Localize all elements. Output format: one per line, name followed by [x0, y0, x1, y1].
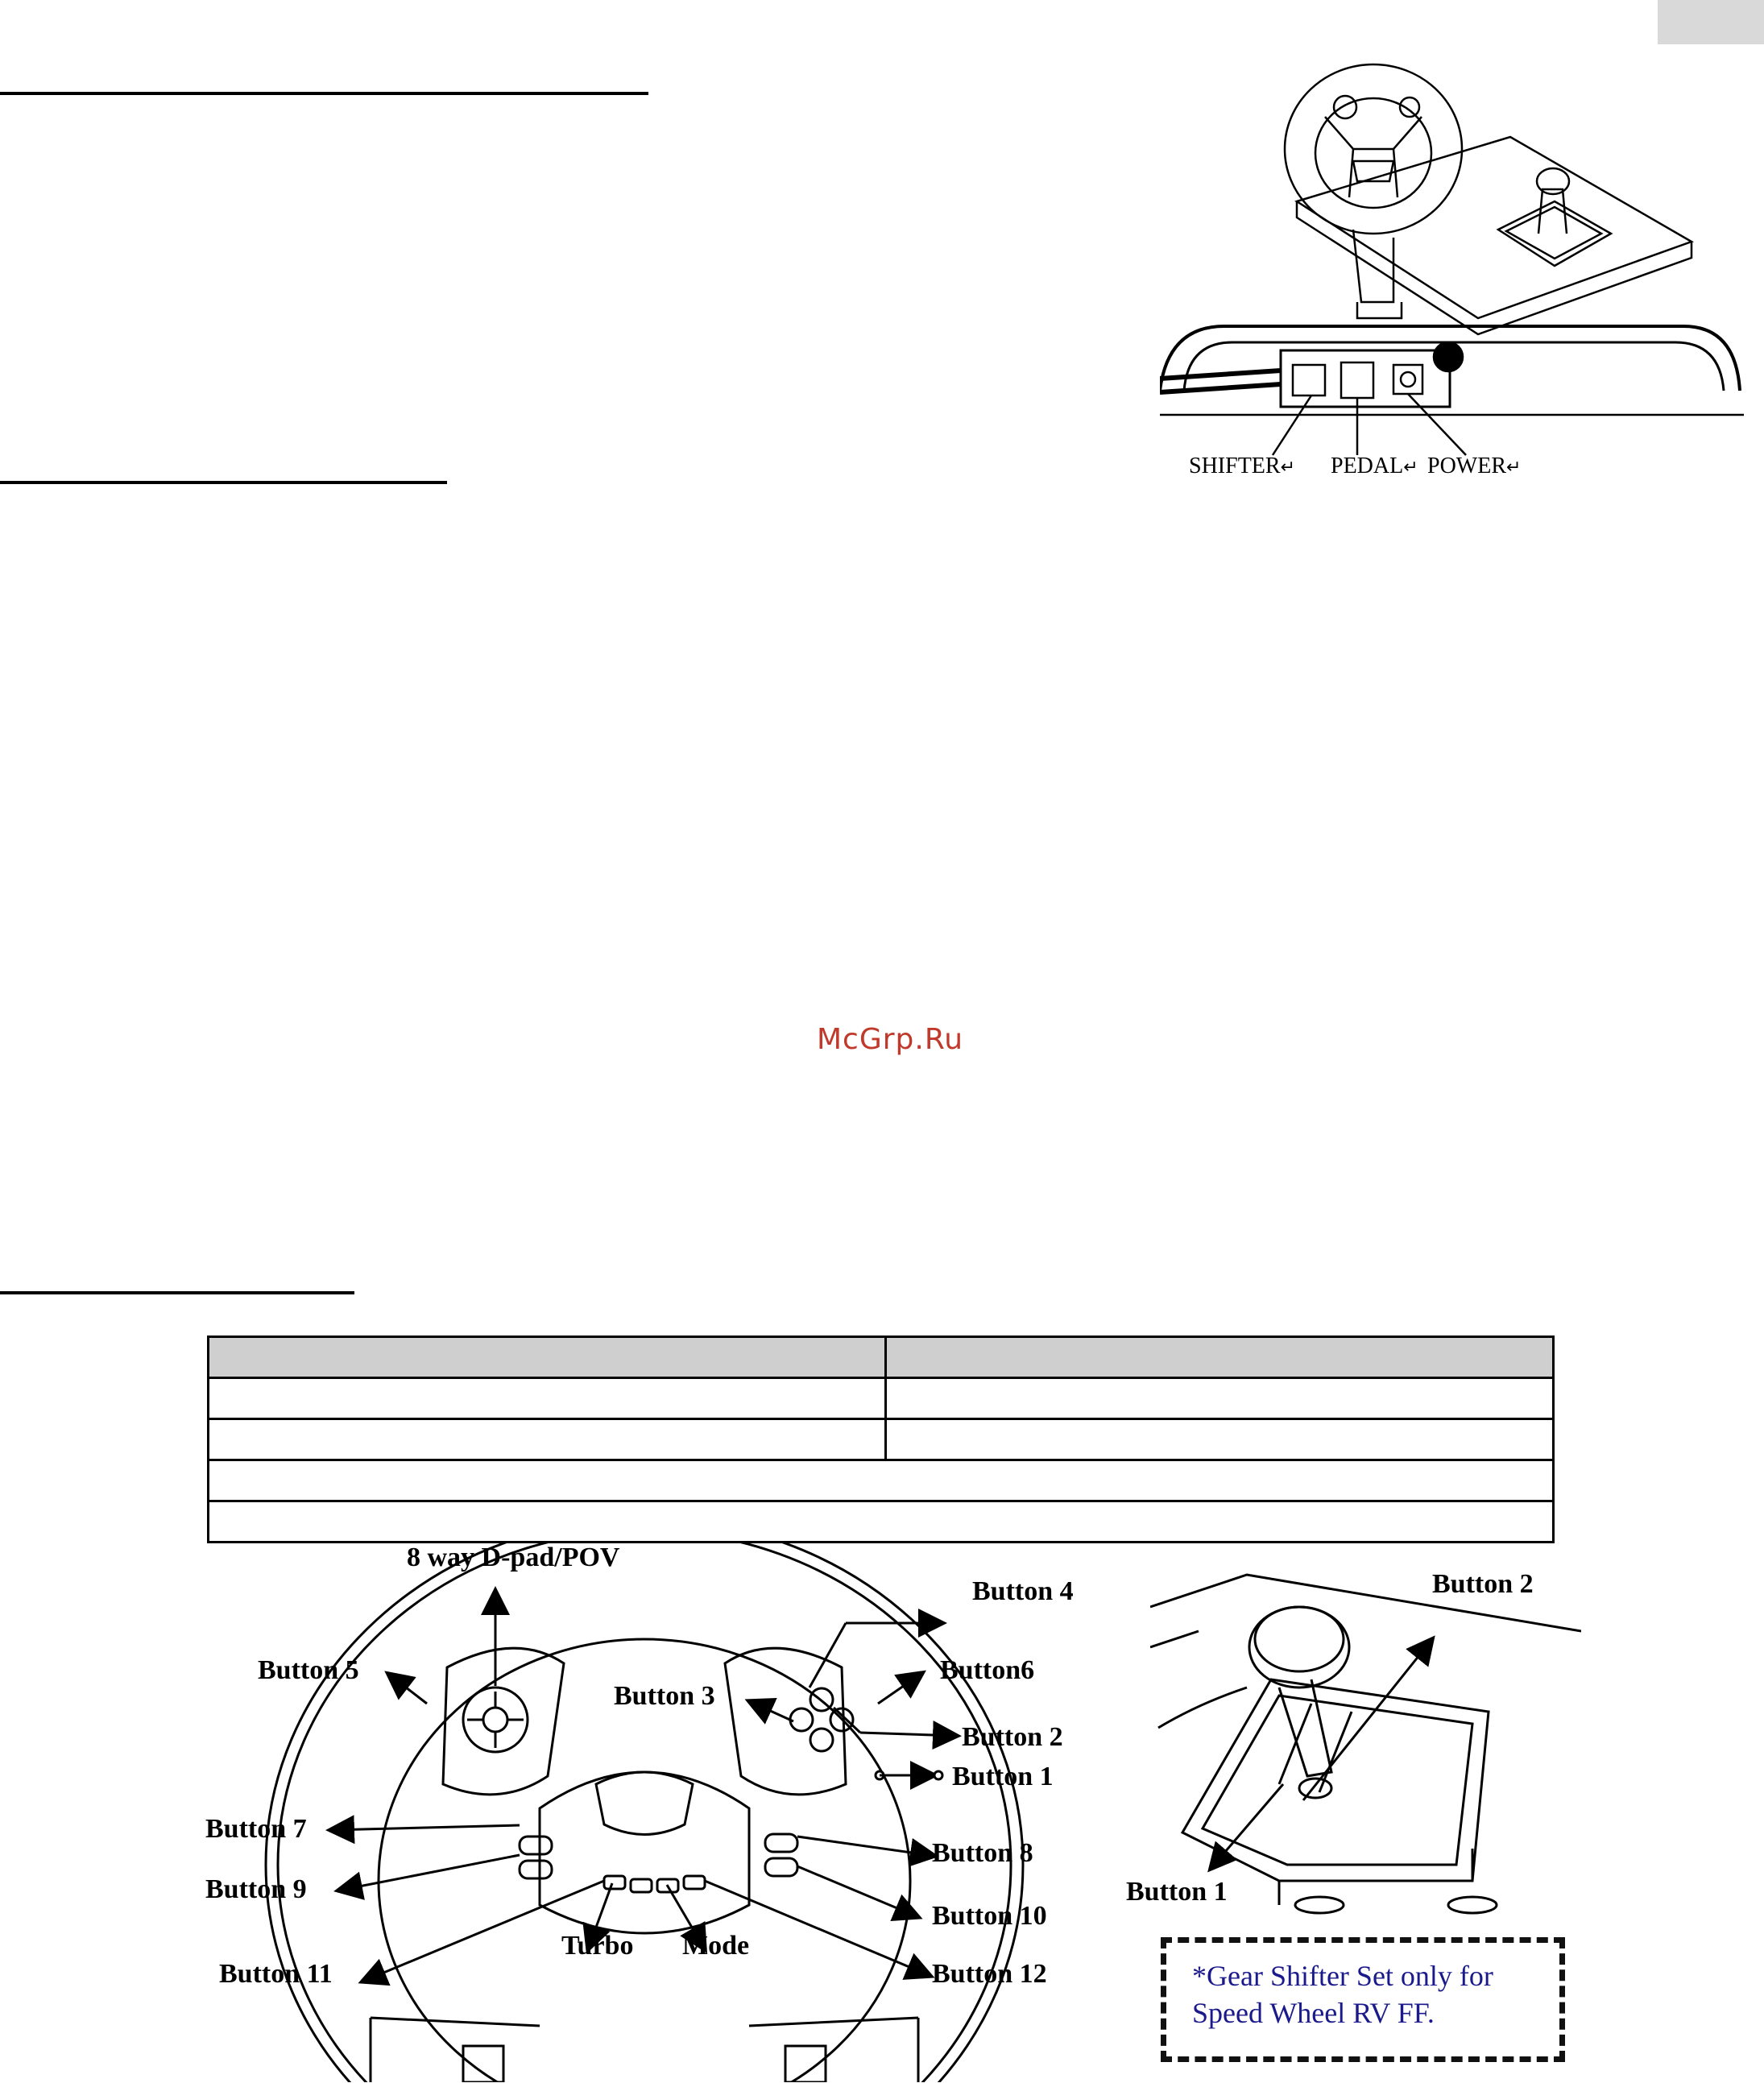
label-shifter-button-2: Button 2 [1432, 1569, 1534, 1599]
label-turbo: Turbo [561, 1931, 634, 1961]
section-heading-rule-3 [0, 1291, 354, 1294]
label-mode: Mode [682, 1931, 750, 1961]
label-wheel-button-11: Button 11 [219, 1959, 333, 1989]
label-wheel-button-8: Button 8 [932, 1838, 1033, 1868]
table-row [209, 1378, 1554, 1419]
label-wheel-button-5: Button 5 [258, 1655, 359, 1685]
label-shifter: SHIFTER↵ [1189, 453, 1296, 478]
table-cell [209, 1378, 886, 1419]
table-header-cell [209, 1337, 886, 1378]
label-dpad: 8 way D-pad/POV [407, 1543, 620, 1572]
label-wheel-button-2: Button 2 [962, 1722, 1063, 1752]
spec-table [207, 1336, 1555, 1543]
connection-illustration [1160, 60, 1744, 479]
page-corner-tab [1658, 0, 1764, 44]
shifter-note: *Gear Shifter Set only for Speed Wheel RV FF. [1192, 1960, 1493, 2029]
table-header-cell [886, 1337, 1554, 1378]
table-row [209, 1419, 1554, 1460]
section-heading-rule-1 [0, 92, 648, 95]
label-power: POWER↵ [1427, 453, 1522, 478]
label-shifter-button-1: Button 1 [1126, 1877, 1228, 1907]
table-cell [209, 1419, 886, 1460]
label-wheel-button-3: Button 3 [614, 1681, 715, 1711]
label-wheel-button-10: Button 10 [932, 1901, 1047, 1931]
label-wheel-button-7: Button 7 [205, 1814, 307, 1844]
wheel-diagram [185, 1543, 1112, 2082]
label-wheel-button-1: Button 1 [952, 1762, 1054, 1791]
table-cell [886, 1419, 1554, 1460]
shifter-diagram [1150, 1559, 1581, 1929]
section-heading-rule-2 [0, 481, 447, 484]
table-cell [886, 1378, 1554, 1419]
table-row [209, 1501, 1554, 1543]
table-header-row [209, 1337, 1554, 1378]
label-wheel-button-4: Button 4 [972, 1576, 1074, 1606]
table-cell [209, 1501, 1554, 1543]
watermark: McGrp.Ru [816, 1023, 964, 1056]
label-wheel-button-12: Button 12 [932, 1959, 1047, 1989]
label-wheel-button-9: Button 9 [205, 1874, 307, 1904]
table-row [209, 1460, 1554, 1501]
table-cell [209, 1460, 1554, 1501]
label-wheel-button-6: Button6 [940, 1655, 1035, 1685]
label-pedal: PEDAL↵ [1331, 453, 1418, 478]
